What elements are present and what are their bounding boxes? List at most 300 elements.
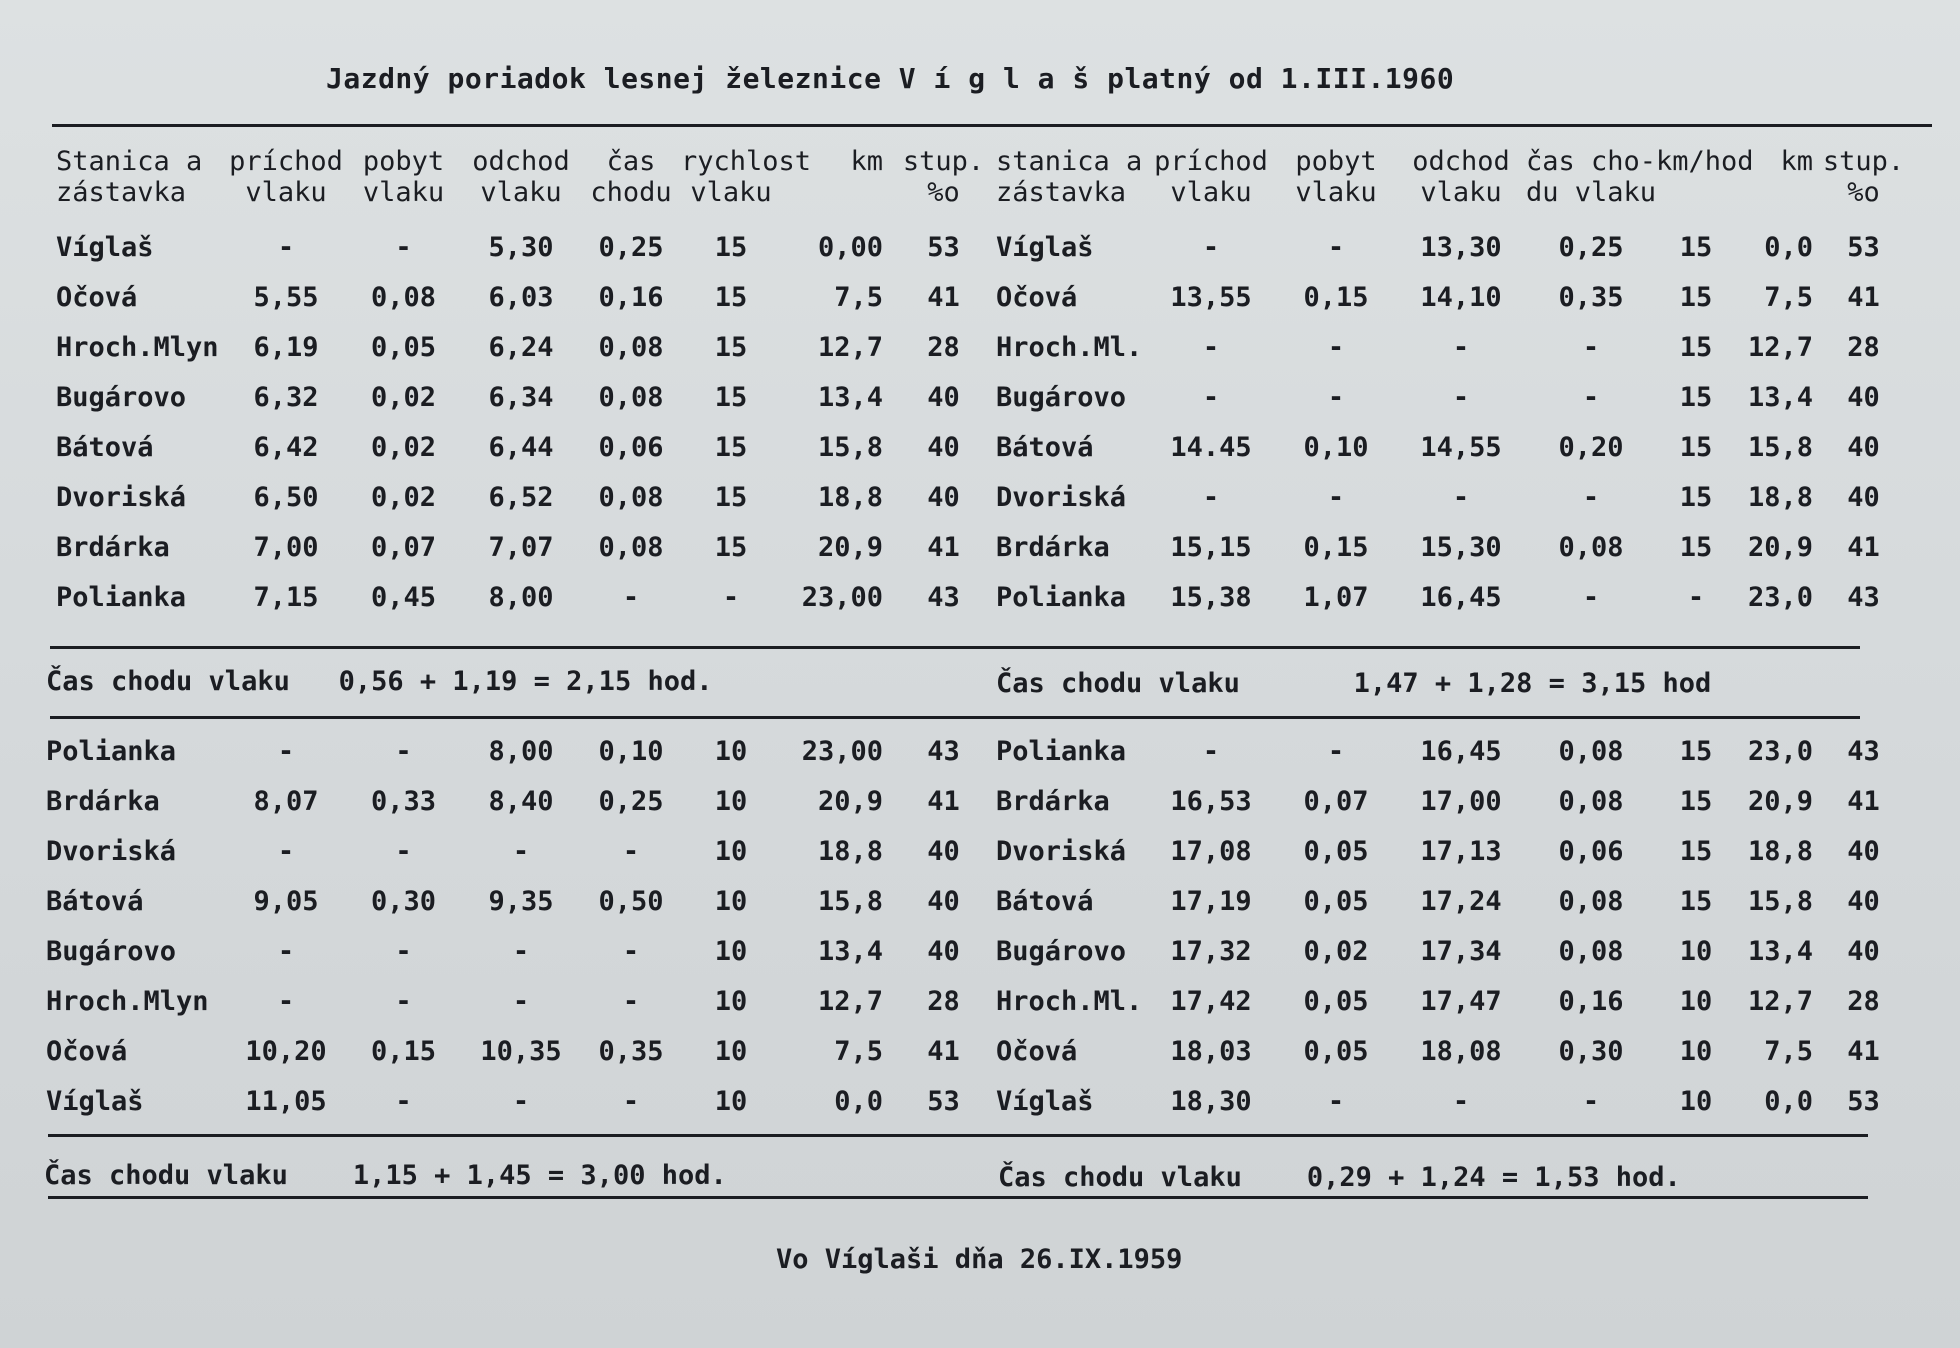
- cell-station: Dvoriská: [56, 481, 187, 513]
- cell-km: 20,9: [817, 785, 883, 817]
- cell-departure: 8,00: [488, 735, 554, 767]
- cell-departure: -: [1452, 331, 1470, 363]
- cell-run-time: -: [1582, 481, 1600, 513]
- column-header-line: odchod: [1412, 146, 1510, 177]
- cell-speed: 10: [714, 985, 748, 1017]
- cell-stay: -: [1327, 481, 1345, 513]
- column-header-line: pobyt: [362, 146, 445, 177]
- table-row: [56, 222, 996, 272]
- cell-arrival: 17,08: [1170, 835, 1252, 867]
- cell-km: 20,9: [1747, 531, 1813, 563]
- cell-gradient: 43: [1847, 581, 1880, 613]
- table-row: [996, 422, 1906, 472]
- cell-departure: 6,34: [488, 381, 554, 413]
- cell-speed: 15: [1679, 481, 1713, 513]
- cell-arrival: -: [277, 935, 295, 967]
- cell-arrival: -: [1202, 381, 1220, 413]
- cell-departure: 17,24: [1420, 885, 1502, 917]
- cell-departure: 8,00: [488, 581, 554, 613]
- cell-km: 18,8: [817, 481, 883, 513]
- cell-km: 20,9: [817, 531, 883, 563]
- cell-arrival: 6,32: [253, 381, 319, 413]
- cell-station: Bugárovo: [996, 381, 1127, 413]
- cell-speed: 10: [714, 1035, 748, 1067]
- column-header-departure: [461, 146, 581, 222]
- cell-stay: 0,02: [1303, 935, 1369, 967]
- footer-date: Vo Víglaši dňa 26.IX.1959: [776, 1244, 1183, 1275]
- cell-departure: -: [512, 985, 530, 1017]
- cell-km: 18,8: [817, 835, 883, 867]
- cell-km: 0,0: [1764, 1085, 1813, 1117]
- cell-arrival: 6,50: [253, 481, 319, 513]
- cell-departure: 16,45: [1420, 735, 1502, 767]
- cell-departure: 10,35: [480, 1035, 562, 1067]
- section2-end-rule: [48, 1134, 1868, 1137]
- cell-arrival: -: [1202, 481, 1220, 513]
- cell-gradient: 40: [1847, 835, 1880, 867]
- cell-stay: 0,05: [1303, 835, 1369, 867]
- cell-speed: 15: [714, 231, 748, 263]
- column-header-gradient: [1821, 146, 1906, 222]
- document-title: Jazdný poriadok lesnej železnice V í g l a š platný od 1.III.1960: [326, 62, 1455, 95]
- cell-km: 23,0: [1747, 735, 1813, 767]
- cell-run-time: 0,16: [1558, 985, 1624, 1017]
- cell-station: Hroch.Ml.: [996, 331, 1143, 363]
- cell-km: 18,8: [1747, 835, 1813, 867]
- cell-station: Hroch.Mlyn: [46, 985, 209, 1017]
- column-header-station: [56, 146, 226, 222]
- cell-run-time: 0,08: [1558, 885, 1624, 917]
- cell-departure: -: [512, 935, 530, 967]
- cell-arrival: 18,30: [1170, 1085, 1252, 1117]
- cell-run-time: 0,30: [1558, 1035, 1624, 1067]
- cell-km: 0,00: [817, 231, 883, 263]
- cell-gradient: 28: [1847, 331, 1880, 363]
- cell-run-time: -: [622, 935, 640, 967]
- cell-run-time: 0,10: [598, 735, 664, 767]
- cell-station: Bátová: [46, 885, 144, 917]
- cell-run-time: 0,08: [1558, 735, 1624, 767]
- column-header-line: pobyt: [1295, 146, 1377, 177]
- cell-arrival: 13,55: [1170, 281, 1252, 313]
- cell-departure: 6,44: [488, 431, 554, 463]
- table-row: [46, 876, 996, 926]
- column-header-arrival: [1146, 146, 1276, 222]
- cell-km: 12,7: [817, 331, 883, 363]
- cell-departure: 6,52: [488, 481, 554, 513]
- cell-speed: 15: [714, 431, 748, 463]
- cell-km: 0,0: [1764, 231, 1813, 263]
- table-row: [56, 272, 996, 322]
- cell-arrival: 15,38: [1170, 581, 1252, 613]
- cell-arrival: 11,05: [245, 1085, 327, 1117]
- cell-stay: 0,02: [370, 431, 437, 463]
- column-header-line: odchod: [472, 146, 570, 177]
- cell-station: Polianka: [996, 581, 1127, 613]
- table-row: [996, 1026, 1906, 1076]
- cell-speed: 15: [1679, 431, 1713, 463]
- cell-stay: 0,05: [1303, 1035, 1369, 1067]
- cell-run-time: -: [622, 1085, 640, 1117]
- cell-arrival: 18,03: [1170, 1035, 1252, 1067]
- cell-stay: 1,07: [1303, 581, 1369, 613]
- cell-arrival: 16,53: [1170, 785, 1252, 817]
- column-header-line: zástavka: [996, 177, 1127, 208]
- cell-departure: 16,45: [1420, 581, 1502, 613]
- cell-run-time: 0,35: [1558, 281, 1624, 313]
- cell-run-time: 0,08: [1558, 935, 1624, 967]
- cell-gradient: 53: [927, 231, 960, 263]
- table-row: [46, 976, 996, 1026]
- cell-km: 23,00: [801, 735, 883, 767]
- cell-departure: 5,30: [488, 231, 554, 263]
- cell-run-time: 0,06: [1558, 835, 1624, 867]
- cell-departure: 14,55: [1420, 431, 1502, 463]
- cell-departure: 17,00: [1420, 785, 1502, 817]
- cell-speed: 15: [714, 531, 748, 563]
- table-row: [996, 826, 1906, 876]
- cell-run-time: 0,16: [598, 281, 664, 313]
- cell-stay: -: [1327, 1085, 1345, 1117]
- column-header-line: Stanica a: [56, 146, 203, 177]
- cell-departure: 6,03: [488, 281, 554, 313]
- table-section2-right: [996, 726, 1906, 1126]
- table-row: [46, 826, 996, 876]
- cell-gradient: 53: [927, 1085, 960, 1117]
- cell-departure: -: [512, 1085, 530, 1117]
- cell-gradient: 28: [927, 985, 960, 1017]
- cell-run-time: -: [1582, 381, 1600, 413]
- table-row: [56, 372, 996, 422]
- table-row: [996, 472, 1906, 522]
- cell-gradient: 41: [1847, 1035, 1880, 1067]
- cell-station: Dvoriská: [996, 481, 1127, 513]
- column-header-line: vlaku: [362, 177, 445, 208]
- column-header-line: vlaku: [1170, 177, 1252, 208]
- table-row: [996, 372, 1906, 422]
- table-section1-left: [56, 146, 996, 622]
- column-header-stay: [346, 146, 461, 222]
- cell-departure: 8,40: [488, 785, 554, 817]
- cell-speed: 10: [714, 835, 748, 867]
- table-row: [46, 926, 996, 976]
- cell-departure: -: [1452, 1085, 1470, 1117]
- cell-station: Polianka: [46, 735, 177, 767]
- cell-run-time: 0,08: [598, 481, 664, 513]
- cell-departure: 9,35: [488, 885, 554, 917]
- cell-km: 0,0: [834, 1085, 883, 1117]
- section2-total-right: Čas chodu vlaku 0,29 + 1,24 = 1,53 hod.: [998, 1162, 1681, 1193]
- column-header-arrival: [226, 146, 346, 222]
- cell-speed: 10: [714, 935, 748, 967]
- cell-departure: 15,30: [1420, 531, 1502, 563]
- cell-run-time: 0,08: [1558, 785, 1624, 817]
- cell-gradient: 40: [1847, 481, 1880, 513]
- table-row: [46, 1076, 996, 1126]
- cell-arrival: -: [1202, 231, 1220, 263]
- cell-arrival: -: [277, 735, 295, 767]
- column-header-line: %o: [927, 177, 960, 208]
- cell-speed: 10: [1679, 985, 1713, 1017]
- table-section1-right: [996, 146, 1906, 622]
- column-header-line: %o: [1847, 177, 1880, 208]
- cell-gradient: 41: [1847, 785, 1880, 817]
- cell-speed: 15: [1679, 885, 1713, 917]
- cell-run-time: -: [1582, 581, 1600, 613]
- cell-speed: 15: [714, 481, 748, 513]
- cell-stay: 0,15: [370, 1035, 437, 1067]
- cell-stay: -: [395, 835, 412, 867]
- cell-arrival: -: [277, 231, 295, 263]
- section2-total-left: Čas chodu vlaku 1,15 + 1,45 = 3,00 hod.: [44, 1160, 727, 1191]
- cell-station: Brdárka: [46, 785, 160, 817]
- cell-stay: 0,33: [370, 785, 437, 817]
- cell-run-time: 0,06: [598, 431, 664, 463]
- table-row: [56, 572, 996, 622]
- cell-speed: 15: [714, 331, 748, 363]
- cell-stay: 0,07: [370, 531, 437, 563]
- cell-speed: 10: [714, 1085, 748, 1117]
- cell-gradient: 28: [927, 331, 960, 363]
- cell-arrival: 17,19: [1170, 885, 1252, 917]
- column-header-line: vlaku: [245, 177, 327, 208]
- cell-departure: 17,47: [1420, 985, 1502, 1017]
- column-header-line: du vlaku: [1526, 177, 1657, 208]
- cell-run-time: 0,08: [598, 331, 664, 363]
- cell-gradient: 40: [927, 835, 960, 867]
- cell-stay: -: [1327, 735, 1345, 767]
- section2-start-rule: [50, 716, 1860, 719]
- cell-gradient: 43: [927, 735, 960, 767]
- table-row: [56, 322, 996, 372]
- table-row: [56, 422, 996, 472]
- cell-km: 7,5: [1764, 281, 1813, 313]
- table-row: [56, 472, 996, 522]
- cell-km: 13,4: [817, 935, 883, 967]
- cell-station: Víglaš: [46, 1085, 144, 1117]
- cell-speed: 10: [714, 735, 748, 767]
- cell-stay: 0,08: [370, 281, 437, 313]
- cell-arrival: 17,42: [1170, 985, 1252, 1017]
- cell-speed: -: [1687, 581, 1705, 613]
- cell-station: Očová: [996, 281, 1078, 313]
- cell-departure: -: [512, 835, 530, 867]
- cell-km: 13,4: [1747, 381, 1813, 413]
- cell-km: 7,5: [1764, 1035, 1813, 1067]
- cell-stay: -: [395, 985, 412, 1017]
- cell-speed: 10: [1679, 935, 1713, 967]
- cell-arrival: 5,55: [253, 281, 319, 313]
- cell-speed: 15: [1679, 835, 1713, 867]
- cell-arrival: 14.45: [1170, 431, 1252, 463]
- column-header-line: vlaku: [690, 177, 772, 208]
- cell-stay: 0,05: [370, 331, 437, 363]
- cell-stay: 0,30: [370, 885, 437, 917]
- cell-km: 23,0: [1747, 581, 1813, 613]
- cell-station: Víglaš: [996, 1085, 1094, 1117]
- cell-gradient: 53: [1847, 1085, 1880, 1117]
- table-row: [996, 926, 1906, 976]
- cell-km: 13,4: [1747, 935, 1813, 967]
- column-header-line: zástavka: [56, 177, 187, 208]
- cell-gradient: 43: [927, 581, 960, 613]
- table-row: [996, 272, 1906, 322]
- table-row: [56, 522, 996, 572]
- cell-stay: -: [1327, 231, 1345, 263]
- cell-speed: 15: [1679, 531, 1713, 563]
- cell-stay: 0,02: [370, 481, 437, 513]
- cell-gradient: 40: [1847, 381, 1880, 413]
- cell-stay: 0,05: [1303, 885, 1369, 917]
- cell-arrival: 7,00: [253, 531, 319, 563]
- cell-station: Hroch.Ml.: [996, 985, 1143, 1017]
- cell-run-time: 0,25: [598, 231, 664, 263]
- bottom-rule: [48, 1196, 1868, 1199]
- table-row: [996, 1076, 1906, 1126]
- column-header-line: stup.: [902, 146, 985, 177]
- column-header-run-time: [581, 146, 681, 222]
- cell-station: Očová: [56, 281, 138, 313]
- cell-speed: 15: [1679, 331, 1713, 363]
- cell-station: Bátová: [996, 431, 1094, 463]
- cell-stay: -: [395, 231, 412, 263]
- cell-departure: 14,10: [1420, 281, 1502, 313]
- cell-speed: 15: [714, 381, 748, 413]
- table-row: [996, 572, 1906, 622]
- cell-gradient: 40: [927, 381, 960, 413]
- cell-arrival: -: [277, 835, 295, 867]
- table-row: [996, 726, 1906, 776]
- cell-stay: -: [395, 735, 412, 767]
- column-header-line: km: [1780, 146, 1813, 177]
- cell-departure: 17,13: [1420, 835, 1502, 867]
- cell-station: Bugárovo: [996, 935, 1127, 967]
- table-row: [996, 976, 1906, 1026]
- cell-km: 18,8: [1747, 481, 1813, 513]
- column-header-line: vlaku: [480, 177, 562, 208]
- cell-speed: 15: [714, 281, 748, 313]
- table-row: [996, 222, 1906, 272]
- column-header-line: vlaku: [1420, 177, 1502, 208]
- cell-station: Brdárka: [56, 531, 170, 563]
- cell-km: 12,7: [1747, 985, 1813, 1017]
- cell-km: 13,4: [817, 381, 883, 413]
- cell-departure: 17,34: [1420, 935, 1502, 967]
- cell-station: Očová: [996, 1035, 1078, 1067]
- cell-speed: 10: [1679, 1085, 1713, 1117]
- cell-km: 7,5: [834, 1035, 883, 1067]
- cell-gradient: 40: [1847, 935, 1880, 967]
- cell-run-time: 0,08: [598, 531, 664, 563]
- cell-stay: 0,10: [1303, 431, 1369, 463]
- column-header-station: [996, 146, 1146, 222]
- cell-speed: 10: [714, 885, 748, 917]
- cell-run-time: -: [622, 581, 640, 613]
- cell-stay: 0,07: [1303, 785, 1369, 817]
- cell-speed: -: [722, 581, 740, 613]
- cell-gradient: 41: [1847, 531, 1880, 563]
- cell-run-time: 0,35: [598, 1035, 664, 1067]
- cell-stay: -: [395, 935, 412, 967]
- cell-run-time: 0,25: [1558, 231, 1624, 263]
- cell-gradient: 41: [927, 531, 960, 563]
- cell-gradient: 40: [927, 481, 960, 513]
- cell-stay: 0,45: [370, 581, 437, 613]
- column-header-line: stanica a: [996, 146, 1143, 177]
- cell-station: Bugárovo: [46, 935, 177, 967]
- cell-gradient: 41: [927, 281, 960, 313]
- column-header-line: rychlost: [681, 146, 812, 177]
- cell-arrival: 7,15: [253, 581, 319, 613]
- cell-speed: 15: [1679, 381, 1713, 413]
- column-header-speed: [1656, 146, 1754, 222]
- cell-station: Hroch.Mlyn: [56, 331, 219, 363]
- cell-run-time: -: [1582, 331, 1600, 363]
- column-header-line: príchod: [1154, 146, 1268, 177]
- column-header-line: čas cho-: [1526, 146, 1657, 177]
- column-header-line: vlaku: [1295, 177, 1377, 208]
- column-header-line: km: [850, 146, 883, 177]
- cell-km: 12,7: [817, 985, 883, 1017]
- cell-station: Bátová: [996, 885, 1094, 917]
- table-row: [46, 776, 996, 826]
- cell-departure: -: [1452, 381, 1470, 413]
- cell-speed: 10: [1679, 1035, 1713, 1067]
- cell-stay: -: [395, 1085, 412, 1117]
- cell-station: Víglaš: [996, 231, 1094, 263]
- column-header-stay: [1276, 146, 1396, 222]
- cell-departure: 7,07: [488, 531, 554, 563]
- cell-gradient: 41: [927, 785, 960, 817]
- cell-run-time: -: [1582, 1085, 1600, 1117]
- column-header-gradient: [891, 146, 996, 222]
- cell-departure: 6,24: [488, 331, 554, 363]
- cell-speed: 10: [714, 785, 748, 817]
- cell-station: Víglaš: [56, 231, 154, 263]
- cell-arrival: 9,05: [253, 885, 319, 917]
- cell-arrival: 6,19: [253, 331, 319, 363]
- cell-gradient: 41: [927, 1035, 960, 1067]
- cell-km: 20,9: [1747, 785, 1813, 817]
- cell-gradient: 40: [1847, 885, 1880, 917]
- cell-run-time: 0,20: [1558, 431, 1624, 463]
- cell-gradient: 43: [1847, 735, 1880, 767]
- cell-stay: 0,05: [1303, 985, 1369, 1017]
- column-header-line: chodu: [590, 177, 672, 208]
- header-row: [56, 146, 996, 222]
- cell-arrival: 8,07: [253, 785, 319, 817]
- table-row: [996, 522, 1906, 572]
- cell-station: Dvoriská: [46, 835, 177, 867]
- cell-arrival: 15,15: [1170, 531, 1252, 563]
- cell-station: Dvoriská: [996, 835, 1127, 867]
- cell-run-time: -: [622, 985, 640, 1017]
- cell-km: 15,8: [817, 885, 883, 917]
- column-header-line: čas: [606, 146, 656, 177]
- section1-end-rule: [50, 646, 1860, 649]
- cell-run-time: 0,25: [598, 785, 664, 817]
- cell-km: 15,8: [817, 431, 883, 463]
- table-row: [996, 776, 1906, 826]
- header-row: [996, 146, 1906, 222]
- cell-speed: 15: [1679, 231, 1713, 263]
- cell-station: Polianka: [996, 735, 1127, 767]
- cell-km: 23,00: [801, 581, 883, 613]
- cell-gradient: 53: [1847, 231, 1880, 263]
- table-section2-left: [46, 726, 996, 1126]
- cell-arrival: 6,42: [253, 431, 319, 463]
- cell-arrival: 10,20: [245, 1035, 327, 1067]
